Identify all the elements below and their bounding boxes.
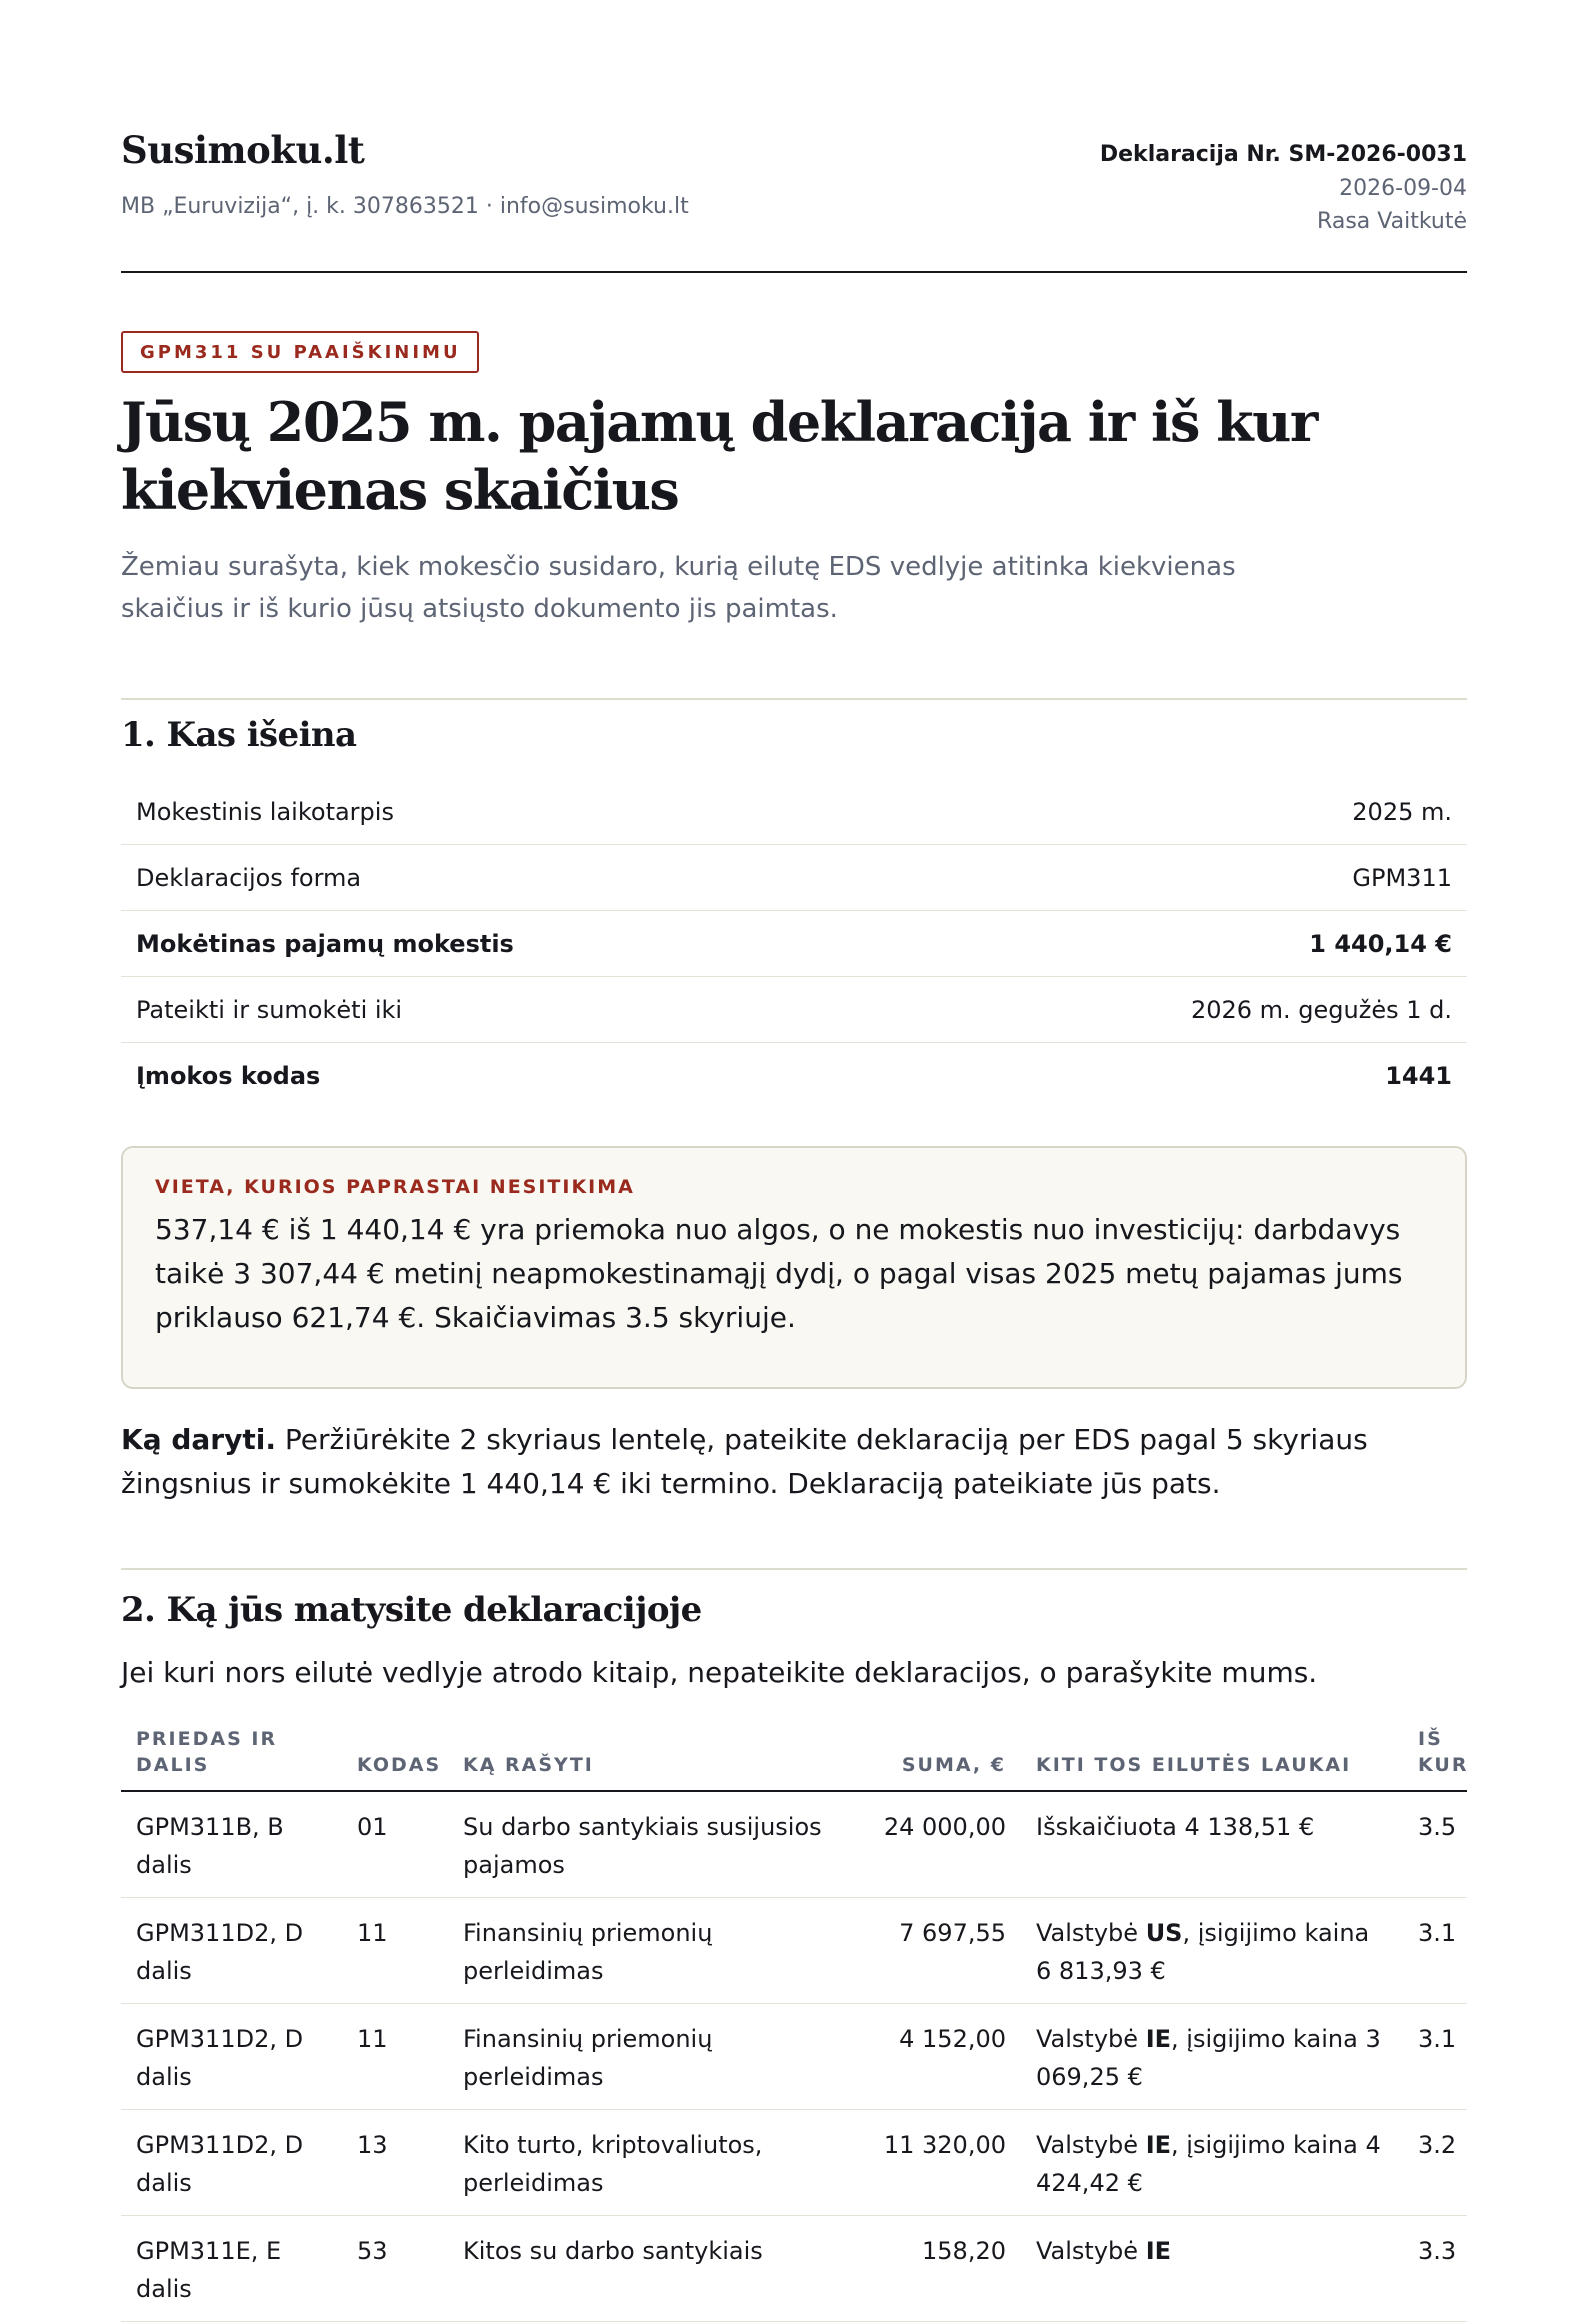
summary-value: GPM311 <box>1352 863 1452 892</box>
section2-intro: Jei kuri nors eilutė vedlyje atrodo kitaip, nepateikite deklaracijos, o parašykite mums. <box>121 1656 1318 1689</box>
summary-value: 2025 m. <box>1352 797 1452 826</box>
form-tag: GPM311 SU PAAIŠKINIMU <box>121 331 479 373</box>
cell-code: 01 <box>342 1791 448 1898</box>
summary-label: Įmokos kodas <box>136 1062 321 1090</box>
cell-from: 3.1 <box>1403 1898 1467 2004</box>
column-header: SUMA, € <box>865 1726 1021 1791</box>
other-text: Valstybė <box>1036 2131 1146 2159</box>
other-text: Išskaičiuota 4 138,51 € <box>1036 1813 1315 1841</box>
other-text: , įsigijimo kaina 4 424,42 € <box>1036 2131 1381 2197</box>
other-country: IE <box>1145 2131 1172 2159</box>
summary-row <box>121 779 1467 845</box>
summary-row <box>121 845 1467 911</box>
summary-label: Deklaracijos forma <box>136 863 362 892</box>
cell-what: Finansinių priemonių perleidimas <box>448 1898 865 2004</box>
cell-part: GPM311E, E dalis <box>121 2216 342 2322</box>
summary-table <box>121 779 1467 1109</box>
declaration-number: Deklaracija Nr. SM-2026-0031 <box>1099 142 1467 167</box>
summary-row <box>121 977 1467 1043</box>
cell-other <box>1021 1791 1403 1898</box>
summary-value: 2026 m. gegužės 1 d. <box>1190 995 1452 1024</box>
cell-other <box>1021 2110 1403 2216</box>
cell-other <box>1021 2004 1403 2110</box>
table-row <box>121 1791 1467 1898</box>
other-text: , įsigijimo kaina 3 069,25 € <box>1036 2025 1381 2091</box>
cell-sum: 7 697,55 <box>865 1898 1021 2004</box>
cell-sum: 24 000,00 <box>865 1791 1021 1898</box>
cell-what: Su darbo santykiais susijusios pajamos <box>448 1791 865 1898</box>
cell-other <box>1021 1898 1403 2004</box>
page-title: Jūsų 2025 m. pajamų deklaracija ir iš kur kiekvienas skaičius <box>121 390 1317 522</box>
cell-what: Kito turto, kriptovaliutos, perleidimas <box>448 2110 865 2216</box>
table-row <box>121 2216 1467 2322</box>
company-line: MB „Euruvizija“, į. k. 307863521 · info@susimoku.lt <box>121 194 689 219</box>
declaration-date: 2026-09-04 <box>1339 176 1467 201</box>
summary-row <box>121 911 1467 977</box>
other-text: Valstybė <box>1036 1919 1146 1947</box>
declaration-meta <box>1100 138 1467 238</box>
cell-from: 3.1 <box>1403 2004 1467 2110</box>
cell-from: 3.2 <box>1403 2110 1467 2216</box>
other-text: Valstybė <box>1036 2237 1146 2265</box>
other-country: US <box>1145 1919 1183 1947</box>
section1-heading: 1. Kas išeina <box>121 715 357 755</box>
cell-part: GPM311B, B dalis <box>121 1791 342 1898</box>
cell-part: GPM311D2, D dalis <box>121 1898 342 2004</box>
cell-from: 3.3 <box>1403 2216 1467 2322</box>
summary-value: 1 440,14 € <box>1309 929 1452 958</box>
cell-from: 3.5 <box>1403 1791 1467 1898</box>
cell-sum: 158,20 <box>865 2216 1021 2322</box>
table-row <box>121 2004 1467 2110</box>
section2-heading: 2. Ką jūs matysite deklaracijoje <box>121 1590 702 1630</box>
cell-what: Kitos su darbo santykiais <box>448 2216 865 2322</box>
brand-logo: Susimoku.lt <box>121 128 365 172</box>
callout-text: 537,14 € iš 1 440,14 € yra priemoka nuo algos, o ne mokestis nuo investicijų: darbdavys taikė 3 307,44 € metinį neapmokestinamąjį dydį, o pagal visas 2025 metų pajamas jums priklauso 621,74 €. Skaičiavimas 3.5 skyriuje. <box>155 1213 1403 1334</box>
cell-part: GPM311D2, D dalis <box>121 2004 342 2110</box>
other-country: IE <box>1145 2237 1172 2265</box>
summary-label: Mokestinis laikotarpis <box>136 797 394 826</box>
table-header-row <box>121 1726 1467 1791</box>
summary-label: Mokėtinas pajamų mokestis <box>136 929 514 958</box>
column-header: KODAS <box>342 1726 448 1791</box>
table-row <box>121 1898 1467 2004</box>
cell-sum: 4 152,00 <box>865 2004 1021 2110</box>
other-text: Valstybė <box>1036 2025 1146 2053</box>
cell-sum: 11 320,00 <box>865 2110 1021 2216</box>
other-country: IE <box>1145 2025 1172 2053</box>
callout-kicker: VIETA, KURIOS PAPRASTAI NESITIKIMA <box>155 1176 635 1198</box>
section-divider <box>121 698 1467 700</box>
notice-callout <box>121 1146 1467 1389</box>
cell-part: GPM311D2, D dalis <box>121 2110 342 2216</box>
page-lead: Žemiau surašyta, kiek mokesčio susidaro, kurią eilutę EDS vedlyje atitinka kiekvienas skaičius ir iš kurio jūsų atsiųsto dokumento jis paimtas. <box>121 552 1236 624</box>
cell-code: 53 <box>342 2216 448 2322</box>
declaration-lines-table <box>121 1726 1467 2322</box>
section-divider <box>121 1568 1467 1570</box>
cell-code: 11 <box>342 1898 448 2004</box>
cell-what: Finansinių priemonių perleidimas <box>448 2004 865 2110</box>
todo-paragraph <box>121 1418 1467 1506</box>
todo-text: Peržiūrėkite 2 skyriaus lentelę, pateikite deklaraciją per EDS pagal 5 skyriaus žingsnius ir sumokėkite 1 440,14 € iki termino. Deklaraciją pateikiate jūs pats. <box>121 1423 1368 1500</box>
column-header: KĄ RAŠYTI <box>448 1726 865 1791</box>
summary-row <box>121 1043 1467 1109</box>
column-header: IŠ KUR <box>1403 1726 1467 1791</box>
summary-label: Pateikti ir sumokėti iki <box>136 995 403 1024</box>
summary-value: 1441 <box>1385 1062 1452 1090</box>
cell-other <box>1021 2216 1403 2322</box>
other-text: , įsigijimo kaina 6 813,93 € <box>1036 1919 1370 1985</box>
column-header: PRIEDAS IR DALIS <box>121 1726 342 1791</box>
table-row <box>121 2110 1467 2216</box>
todo-bold: Ką daryti. <box>121 1423 276 1456</box>
column-header: KITI TOS EILUTĖS LAUKAI <box>1021 1726 1403 1791</box>
header-divider <box>121 271 1467 273</box>
declaration-person: Rasa Vaitkutė <box>1317 209 1467 234</box>
cell-code: 11 <box>342 2004 448 2110</box>
cell-code: 13 <box>342 2110 448 2216</box>
